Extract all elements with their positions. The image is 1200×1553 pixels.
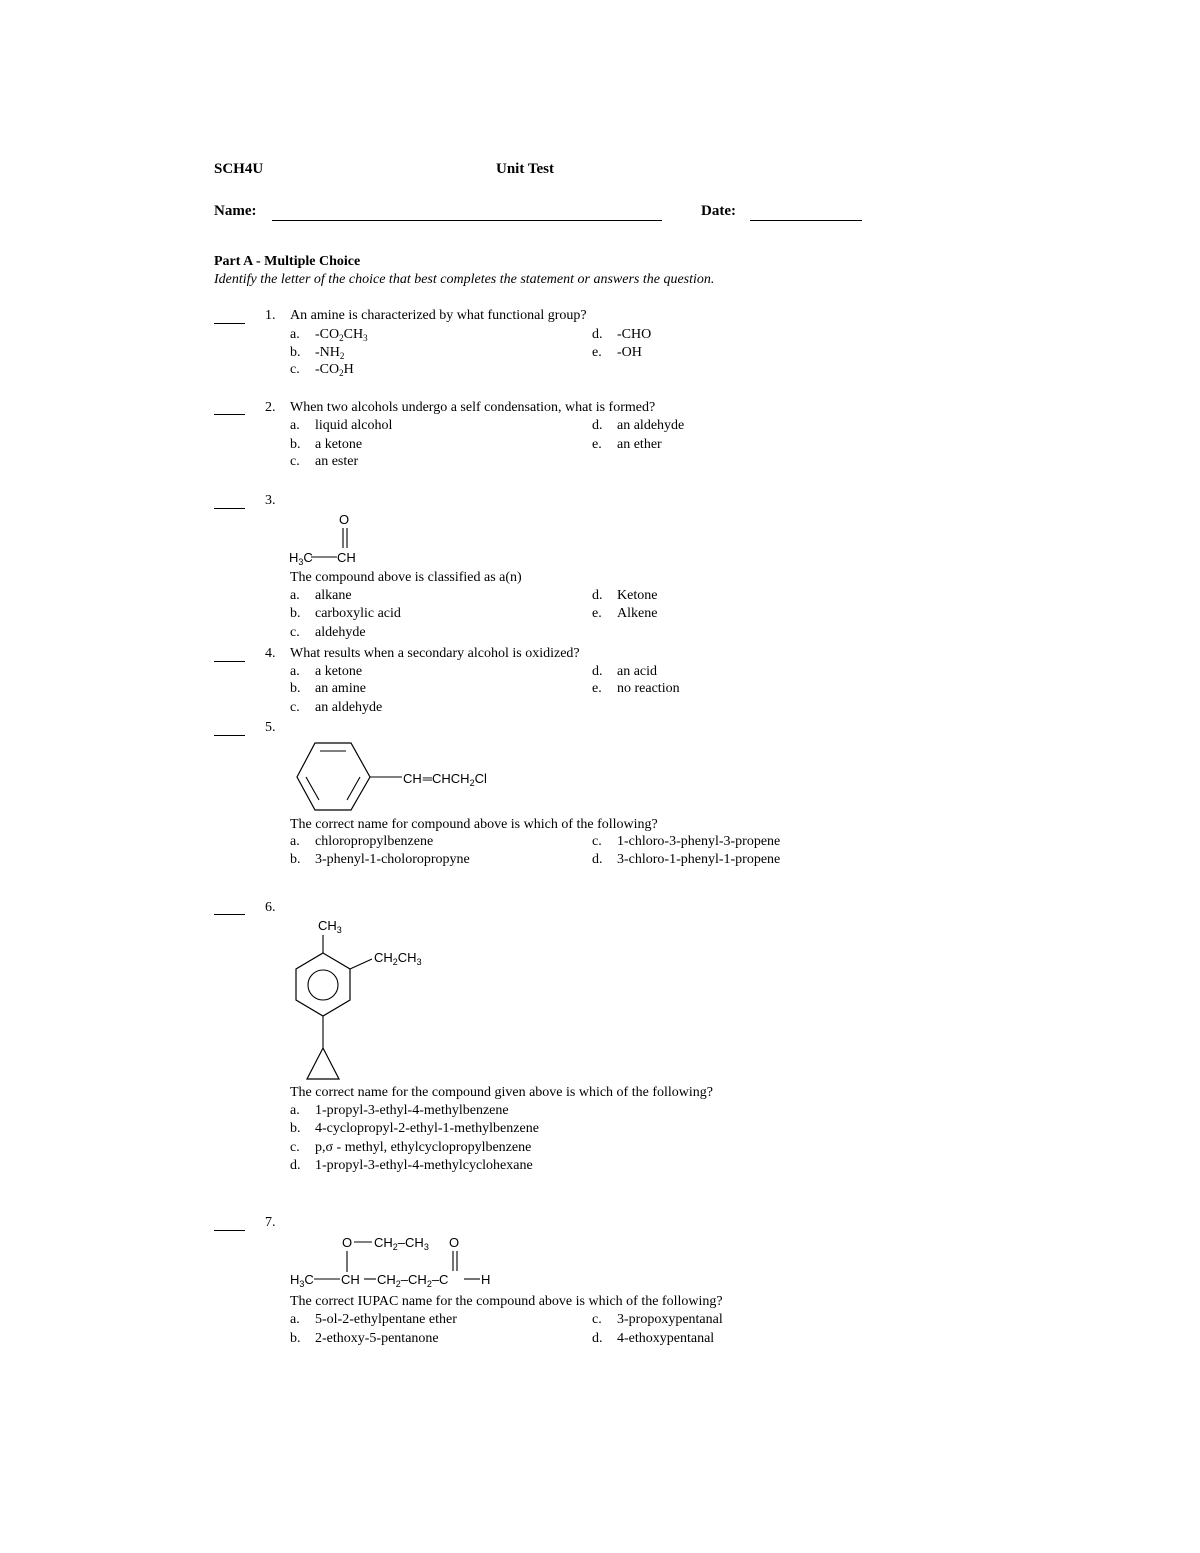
- option-text: aldehyde: [315, 625, 366, 640]
- option-text: an acid: [617, 664, 658, 679]
- question-number: 1.: [265, 308, 276, 323]
- option-text: Ketone: [617, 588, 658, 603]
- option-letter: d.: [592, 327, 603, 342]
- option-letter: b.: [290, 1121, 301, 1136]
- ch-label: CH: [337, 550, 356, 565]
- ether-oxygen-label: O: [342, 1235, 353, 1250]
- option-letter: d.: [592, 418, 603, 433]
- option-letter: b.: [290, 606, 301, 621]
- course-code: SCH4U: [214, 161, 264, 177]
- option-letter: c.: [592, 834, 602, 849]
- question-text: When two alcohols undergo a self condensation, what is formed?: [290, 400, 656, 415]
- option-text: $-CO_2CH_3$: [315, 327, 368, 343]
- part-title: Part A - Multiple Choice: [214, 254, 361, 269]
- option-text: 4-cyclopropyl-2-ethyl-1-methylbenzene: [315, 1121, 539, 1136]
- option-text: 1-chloro-3-phenyl-3-propene: [617, 834, 781, 849]
- option-letter: a.: [290, 834, 300, 849]
- date-field[interactable]: [750, 220, 862, 221]
- option-text: $-CO_2H$: [315, 362, 354, 378]
- question-number: 4.: [265, 646, 276, 661]
- question-text: The compound above is classified as a(n): [290, 570, 522, 585]
- option-text: liquid alcohol: [315, 418, 393, 433]
- option-text: -CHO: [617, 327, 652, 342]
- cyclopropyl-benzene-structure: [290, 915, 440, 1085]
- option-letter: a.: [290, 327, 300, 342]
- chain-label: $CH═CHCH_2Cl$: [403, 771, 487, 788]
- date-label: Date:: [701, 203, 736, 219]
- option-text: chloropropylbenzene: [315, 834, 434, 849]
- svg-text:CH: CH: [341, 1272, 360, 1287]
- answer-blank[interactable]: [214, 914, 245, 915]
- test-title: Unit Test: [496, 161, 554, 177]
- main-chain-label: $H_3C$: [290, 1272, 314, 1289]
- ethyl-label: $CH_2CH_3$: [374, 950, 422, 967]
- carbonyl-oxygen-label: O: [449, 1235, 460, 1250]
- option-letter: c.: [290, 700, 300, 715]
- option-letter: b.: [290, 437, 301, 452]
- part-instructions: Identify the letter of the choice that best completes the statement or answers the question.: [214, 272, 715, 287]
- option-letter: d.: [290, 1158, 301, 1173]
- option-letter: b.: [290, 681, 301, 696]
- answer-blank[interactable]: [214, 661, 245, 662]
- option-text: an amine: [315, 681, 366, 696]
- option-letter: c.: [290, 362, 300, 377]
- answer-blank[interactable]: [214, 508, 245, 509]
- option-text: 1-propyl-3-ethyl-4-methylbenzene: [315, 1103, 509, 1118]
- option-text: p,σ - methyl, ethylcyclopropylbenzene: [315, 1140, 532, 1155]
- option-letter: d.: [592, 664, 603, 679]
- option-text: an ester: [315, 454, 359, 469]
- option-letter: e.: [592, 345, 602, 360]
- option-letter: c.: [290, 625, 300, 640]
- option-text: no reaction: [617, 681, 680, 696]
- acetaldehyde-structure: [285, 510, 375, 568]
- option-letter: d.: [592, 852, 603, 867]
- option-letter: b.: [290, 1331, 301, 1346]
- answer-blank[interactable]: [214, 1230, 245, 1231]
- option-letter: c.: [290, 1140, 300, 1155]
- option-text: 4-ethoxypentanal: [617, 1331, 715, 1346]
- option-text: an aldehyde: [315, 700, 383, 715]
- option-text: an aldehyde: [617, 418, 685, 433]
- option-letter: b.: [290, 852, 301, 867]
- option-text: 1-propyl-3-ethyl-4-methylcyclohexane: [315, 1158, 533, 1173]
- methyl-label: $H_3C$: [289, 550, 313, 567]
- option-letter: c.: [592, 1312, 602, 1327]
- question-text: An amine is characterized by what functional group?: [290, 308, 587, 323]
- answer-blank[interactable]: [214, 323, 245, 324]
- name-field[interactable]: [272, 220, 662, 221]
- option-letter: a.: [290, 1312, 300, 1327]
- svg-text:CH2–CH2–C: $CH_2-CH_2-C$: [377, 1272, 449, 1289]
- option-letter: d.: [592, 588, 603, 603]
- svg-text:H: H: [481, 1272, 491, 1287]
- question-number: 3.: [265, 493, 276, 508]
- ethoxy-label: $CH_2-CH_3$: [374, 1235, 429, 1252]
- option-text: Alkene: [617, 606, 658, 621]
- option-text: 5-ol-2-ethylpentane ether: [315, 1312, 457, 1327]
- option-text: alkane: [315, 588, 352, 603]
- option-letter: d.: [592, 1331, 603, 1346]
- option-text: 2-ethoxy-5-pentanone: [315, 1331, 439, 1346]
- option-text: carboxylic acid: [315, 606, 401, 621]
- option-letter: a.: [290, 1103, 300, 1118]
- option-text: 3-propoxypentanal: [617, 1312, 723, 1327]
- option-letter: a.: [290, 588, 300, 603]
- answer-blank[interactable]: [214, 735, 245, 736]
- option-text: 3-chloro-1-phenyl-1-propene: [617, 852, 781, 867]
- option-text: 3-phenyl-1-choloropropyne: [315, 852, 470, 867]
- option-text: $-NH_2$: [315, 345, 345, 361]
- question-text: What results when a secondary alcohol is oxidized?: [290, 646, 580, 661]
- option-text: -OH: [617, 345, 642, 360]
- benzene-chain-structure: [295, 740, 515, 815]
- option-letter: e.: [592, 681, 602, 696]
- option-letter: a.: [290, 418, 300, 433]
- question-text: The correct name for the compound given above is which of the following?: [290, 1085, 713, 1100]
- option-letter: e.: [592, 437, 602, 452]
- answer-blank[interactable]: [214, 414, 245, 415]
- question-text: The correct IUPAC name for the compound above is which of the following?: [290, 1294, 723, 1309]
- question-text: The correct name for compound above is which of the following?: [290, 817, 658, 832]
- question-number: 6.: [265, 900, 276, 915]
- ethoxypentanal-structure: [288, 1230, 508, 1290]
- option-text: an ether: [617, 437, 662, 452]
- option-text: a ketone: [315, 664, 363, 679]
- option-letter: c.: [290, 454, 300, 469]
- methyl-label: $CH_3$: [318, 918, 342, 935]
- option-letter: b.: [290, 345, 301, 360]
- oxygen-label: O: [339, 512, 350, 527]
- option-text: a ketone: [315, 437, 363, 452]
- question-number: 2.: [265, 400, 276, 415]
- question-number: 5.: [265, 720, 276, 735]
- question-number: 7.: [265, 1215, 276, 1230]
- option-letter: a.: [290, 664, 300, 679]
- name-label: Name:: [214, 203, 257, 219]
- option-letter: e.: [592, 606, 602, 621]
